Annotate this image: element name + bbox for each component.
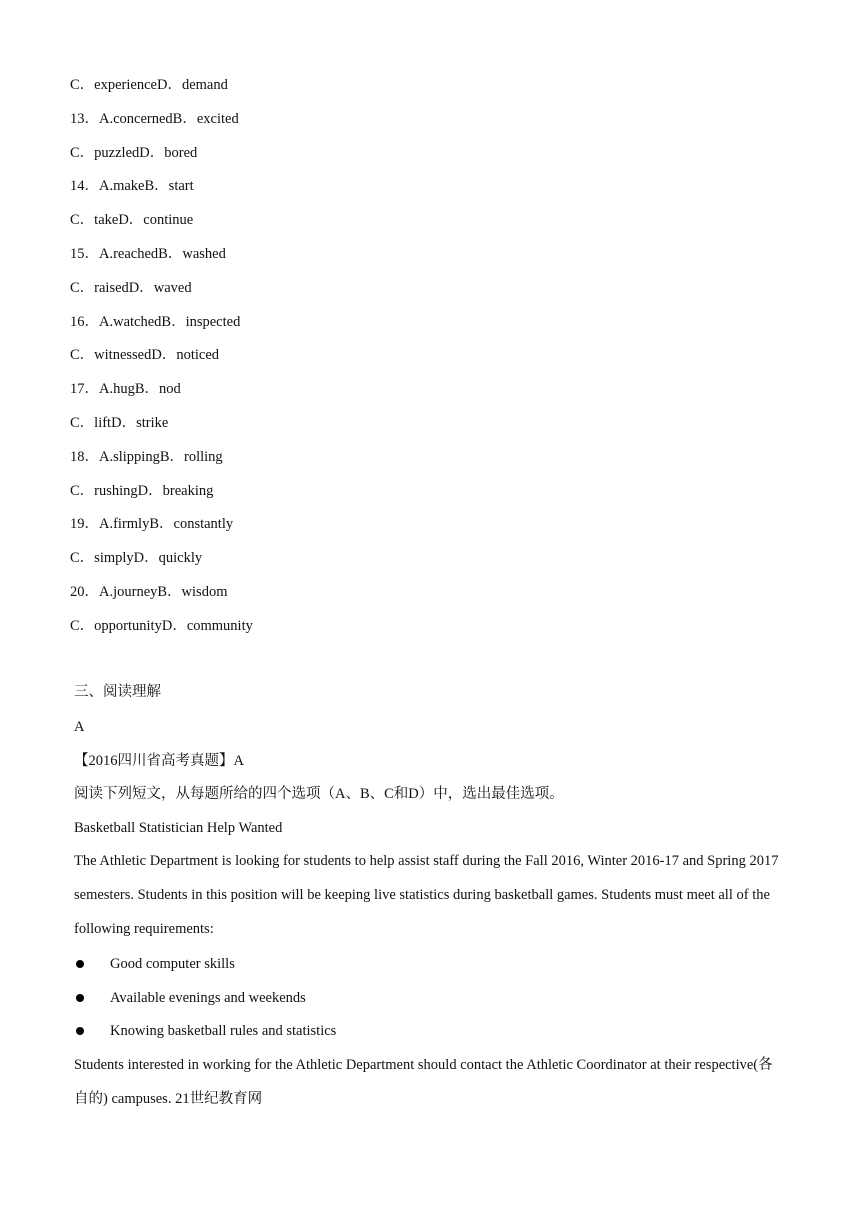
option-row [70, 75, 228, 95]
option-row [70, 278, 192, 298]
section-part-label: A [74, 719, 85, 735]
requirement-item [74, 954, 235, 974]
option-left: C．take [70, 212, 119, 229]
option-left: 15．A.reached [70, 246, 159, 262]
option-left: 16．A.watched [70, 313, 162, 330]
option-row [70, 143, 197, 163]
option-left: 18．A.slipping [70, 448, 160, 465]
option-right: D．breaking [137, 482, 214, 499]
option-right: D．quickly [133, 550, 203, 567]
option-left: C．raised [70, 279, 129, 296]
option-right: B．washed [158, 246, 226, 262]
option-left: C．rushing [70, 482, 138, 499]
option-left: 13．A.concerned [70, 110, 173, 127]
requirement-text: Available evenings and weekends [110, 990, 306, 1006]
bullet-icon [76, 1027, 84, 1035]
option-row [70, 514, 233, 534]
option-left: 19．A.firmly [70, 516, 150, 533]
option-row [70, 447, 223, 467]
requirement-text: Knowing basketball rules and statistics [110, 1023, 337, 1039]
bullet-icon [76, 994, 84, 1002]
option-right: D．waved [128, 279, 192, 296]
section-heading: 三、阅读理解 [74, 684, 161, 700]
option-right: D．bored [139, 144, 198, 161]
option-right: B．rolling [159, 448, 223, 465]
option-right: D．demand [156, 77, 228, 93]
instruction-text: 阅读下列短文，从每题所给的四个选项（A、B、C和D）中，选出最佳选项。 [74, 786, 564, 802]
option-right: B．constantly [149, 516, 234, 533]
option-left: C．experience [70, 77, 157, 93]
option-row [70, 481, 213, 501]
option-row [70, 379, 181, 399]
passage-intro: The Athletic Department is looking for students to help assist staff during the Fall 2016, Winter 2016-17 and Spring 2017 semesters. Students in this position will be keeping live statistics during basketball games. Students must meet all of the following requirements: [74, 853, 779, 937]
option-row [70, 548, 202, 568]
option-left: C．witnessed [70, 347, 152, 364]
option-row [70, 345, 219, 365]
bullet-icon [76, 960, 84, 968]
option-right: B．inspected [161, 313, 241, 330]
option-row [70, 210, 193, 230]
requirement-item [74, 1021, 336, 1041]
option-row [70, 244, 226, 264]
option-right: D．community [161, 617, 253, 634]
option-row [70, 616, 253, 636]
source-label: 【2016四川省高考真题】A [74, 753, 244, 769]
option-left: 17．A.hug [70, 381, 135, 398]
option-right: D．noticed [151, 347, 220, 364]
option-left: C．opportunity [70, 617, 162, 634]
option-left: C．lift [70, 415, 112, 431]
option-right: D．continue [118, 212, 194, 229]
option-right: B．wisdom [157, 584, 228, 600]
option-row [70, 582, 227, 602]
requirement-text: Good computer skills [110, 956, 235, 972]
option-row [70, 312, 240, 332]
passage-title: Basketball Statistician Help Wanted [74, 820, 283, 836]
option-row [70, 109, 239, 129]
option-row [70, 176, 194, 196]
option-right: B．excited [172, 110, 239, 127]
option-row [70, 413, 168, 433]
option-right: B．start [144, 178, 194, 195]
option-left: C．simply [70, 550, 134, 567]
option-right: D．strike [111, 415, 169, 431]
requirement-item [74, 988, 306, 1008]
option-right: B．nod [134, 381, 181, 398]
option-left: 14．A.make [70, 178, 145, 195]
option-left: C．puzzled [70, 144, 140, 161]
passage-closing: Students interested in working for the Athletic Department should contact the Athletic Coordinator at their respective(各自的) campuses. 21世纪教育网 [74, 1057, 773, 1107]
option-left: 20．A.journey [70, 584, 158, 600]
